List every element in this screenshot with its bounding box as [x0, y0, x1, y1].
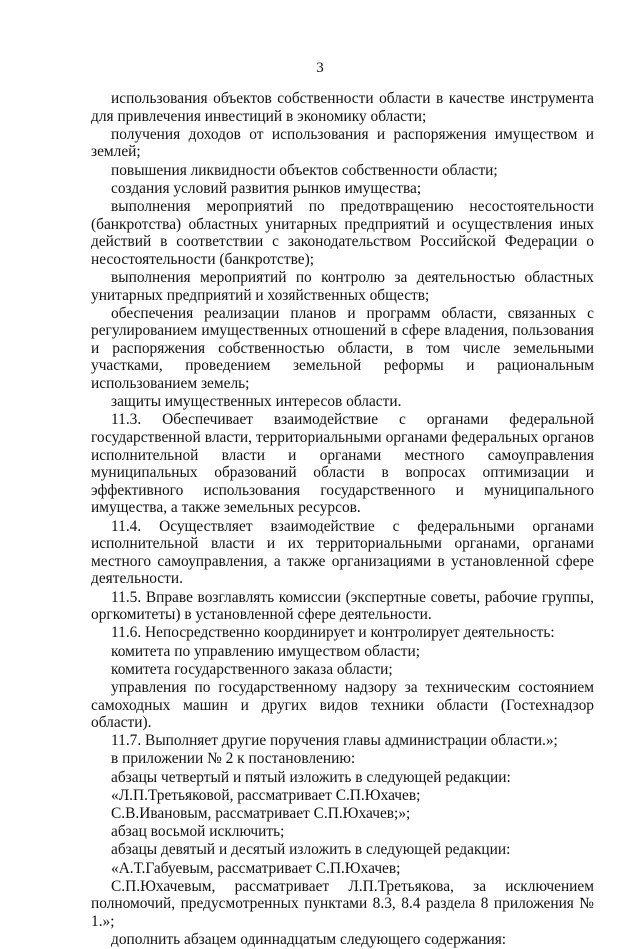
- paragraph: «А.Т.Габуевым, рассматривает С.П.Юхачев;: [111, 859, 401, 877]
- paragraph: С.В.Ивановым, рассматривает С.П.Юхачев;»;: [111, 805, 411, 823]
- document-body: [91, 90, 594, 949]
- paragraph: абзац восьмой исключить;: [111, 823, 285, 841]
- paragraph: выполнения мероприятий по предотвращению несостоятельности (банкротства) областных унитарных предприятий и осуществления иных действий в соответствии с законодательством Российской Федерации о несостоятельности (банкротстве);: [91, 197, 594, 268]
- paragraph: абзацы четвертый и пятый изложить в следующей редакции:: [111, 768, 511, 786]
- paragraph: выполнения мероприятий по контролю за деятельностью областных унитарных предприятий и хозяйственных обществ;: [91, 268, 594, 304]
- paragraph: обеспечения реализации планов и программ области, связанных с регулированием имущественных отношений в сфере владения, пользования и распоряжения собственностью области, в том числе земельными участками, проведением земельной реформы и рациональным использованием земель;: [91, 304, 594, 393]
- paragraph: в приложении № 2 к постановлению:: [111, 750, 356, 768]
- paragraph: 11.3. Обеспечивает взаимодействие с органами федеральной государственной власти, территориальными органами федеральных органов исполнительной власти и органами местного самоуправления муниципальных образований области в вопросах оптимизации и эффективного использования государственного и муниципального имущества, а также земельных ресурсов.: [91, 411, 594, 517]
- paragraph: 11.4. Осуществляет взаимодействие с федеральными органами исполнительной власти и их территориальными органами, органами местного самоуправления, а также организациями в установленной сфере деятельности.: [91, 517, 594, 588]
- paragraph: создания условий развития рынков имущества;: [111, 179, 422, 197]
- paragraph: 11.7. Выполняет другие поручения главы администрации области.»;: [111, 732, 558, 750]
- paragraph: комитета государственного заказа области;: [111, 660, 393, 678]
- paragraph: повышения ликвидности объектов собственности области;: [111, 161, 498, 179]
- paragraph: получения доходов от использования и распоряжения имуществом и землей;: [91, 125, 594, 161]
- paragraph: абзацы девятый и десятый изложить в следующей редакции:: [111, 841, 511, 859]
- paragraph: 11.5. Вправе возглавлять комиссии (экспертные советы, рабочие группы, оргкомитеты) в установленной сфере деятельности.: [91, 588, 594, 624]
- paragraph: защиты имущественных интересов области.: [111, 393, 402, 411]
- paragraph: дополнить абзацем одиннадцатым следующего содержания:: [111, 931, 507, 949]
- paragraph: использования объектов собственности области в качестве инструмента для привлечения инвестиций в экономику области;: [91, 90, 594, 125]
- paragraph: «Л.П.Третьяковой, рассматривает С.П.Юхачев;: [111, 786, 421, 804]
- paragraph: управления по государственному надзору за техническим состоянием самоходных машин и других видов техники области (Гостехнадзор области).: [91, 678, 594, 732]
- paragraph: комитета по управлению имуществом области;: [111, 642, 421, 660]
- page-number: 3: [316, 60, 324, 76]
- paragraph: 11.6. Непосредственно координирует и контролирует деятельность:: [111, 624, 555, 642]
- paragraph: С.П.Юхачевым, рассматривает Л.П.Третьякова, за исключением полномочий, предусмотренных пунктами 8.3, 8.4 раздела 8 приложения № 1.»;: [91, 877, 594, 930]
